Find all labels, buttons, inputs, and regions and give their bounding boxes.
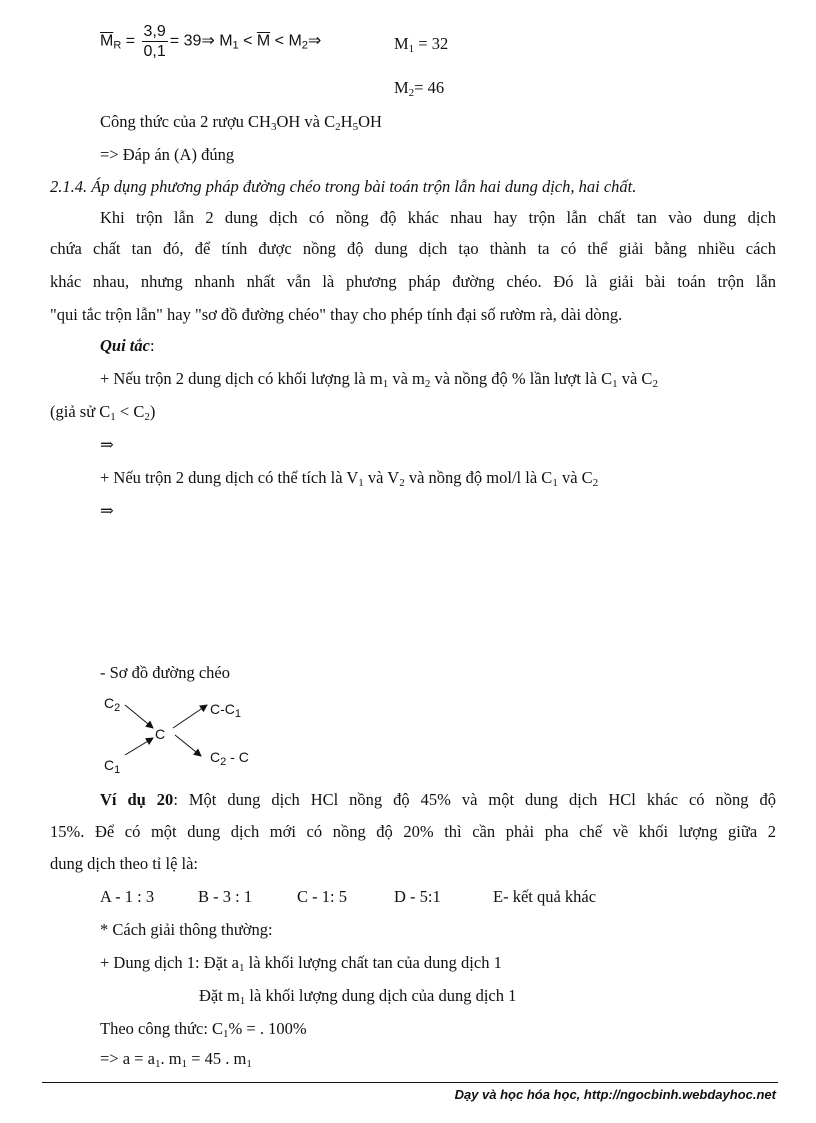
intro-line-3: khác nhau, nhưng nhanh nhất vẫn là phương pháp đường chéo. Đó là giải bài toán trộn lẫn [50,272,776,291]
diagram-center: C [155,726,166,742]
m1-value: $M_1 = 32$ [394,34,449,55]
example-line-1: Ví dụ 20: Một dung dịch HCl nồng độ 45% và một dung dịch HCl khác có nồng độ [100,790,777,809]
solve-line-4: => $a = a_1$. $m_1 = 45$ . $m_1$ [100,1049,252,1070]
option-e: E- kết quả khác [493,887,597,906]
diagram-title: - Sơ đồ đường chéo [100,663,230,682]
option-d: D - 5:1 [394,887,441,906]
molar-mass-formula: $\overline{M}_R$ = $\frac{3,9}{0,1}$ = 39⇒ $M_1 < \overline{M}$ < $M_2\Rightarrow$ [100,23,322,60]
cross-diagram [95,690,295,780]
intro-line-4: "qui tắc trộn lẫn" hay "sơ đồ đường chéo" thay cho phép tính đại số rườm rà, dài dòng. [50,305,623,324]
option-a: A - 1 : 3 [100,887,155,906]
footer-divider [42,1082,778,1083]
arrow-c1-to-c [125,738,153,755]
solve-line-1: + Dung dịch 1: Đặt $a_1$ là khối lượng chất tan của dung dịch 1 [100,953,502,974]
rule-mass-assumption: (giả sử $C_1 < C_2$) [50,402,156,423]
intro-line-2: chứa chất tan đó, để tính được nồng độ dung dịch tạo thành ta có thể giải bằng nhiều cách [50,239,776,258]
implies-volume: ⇒ [100,501,114,520]
alcohol-formulas: Công thức của 2 rượu $CH_3OH$ và $C_2H_5OH$ [100,112,382,133]
footer-text: Dạy và học hóa học, http://ngocbinh.webdayhoc.net [454,1087,776,1102]
avg-mass-symbol: $\overline{M}$ [100,32,114,50]
example-label: Ví dụ 20 [100,790,174,809]
option-c: C - 1: 5 [297,887,347,906]
diagram-bottom-right: $C_2$ - C [210,749,249,768]
implies-mass: ⇒ [100,435,114,454]
arrow-c-to-top [173,705,207,728]
example-line-2: 15%. Để có một dung dịch mới có nồng độ 20% thì cần phải pha chế về khối lượng giữa 2 [50,822,776,841]
diagram-c2: $C_2$ [104,695,121,714]
example-line-3: dung dịch theo tỉ lệ là: [50,854,199,873]
solve-line-3: Theo công thức: $C_1\%$ = . 100% [100,1019,307,1040]
arrow-c-to-bottom [175,735,201,756]
rule-label: Qui tắc: [100,336,155,355]
diagram-c1: $C_1$ [104,757,121,776]
answer-line: => Đáp án (A) đúng [100,145,235,164]
rule-mass: + Nếu trộn 2 dung dịch có khối lượng là $m_1$ và $m_2$ và nồng độ % lần lượt là $C_1$ và $C_2$ [100,369,658,390]
m2-value: $M_2= 46$ [394,78,445,99]
rule-volume: + Nếu trộn 2 dung dịch có thể tích là $V_1$ và $V_2$ và nồng độ mol/l là $C_1$ và $C_2$ [100,468,599,489]
intro-line-1: Khi trộn lẫn 2 dung dịch có nồng độ khác nhau hay trộn lẫn chất tan vào dung dịch [100,208,776,227]
section-heading: 2.1.4. Áp dụng phương pháp đường chéo trong bài toán trộn lẫn hai dung dịch, hai chất. [50,177,637,196]
arrow-c2-to-c [125,705,153,728]
option-b: B - 3 : 1 [198,887,253,906]
method-title: * Cách giải thông thường: [100,920,273,939]
mass-fraction: $\frac{3,9}{0,1}$ [143,23,166,60]
solve-line-2: Đặt $m_1$ là khối lượng dung dịch của dung dịch 1 [199,986,517,1007]
diagram-top-right: $C-C_1$ [210,701,242,720]
